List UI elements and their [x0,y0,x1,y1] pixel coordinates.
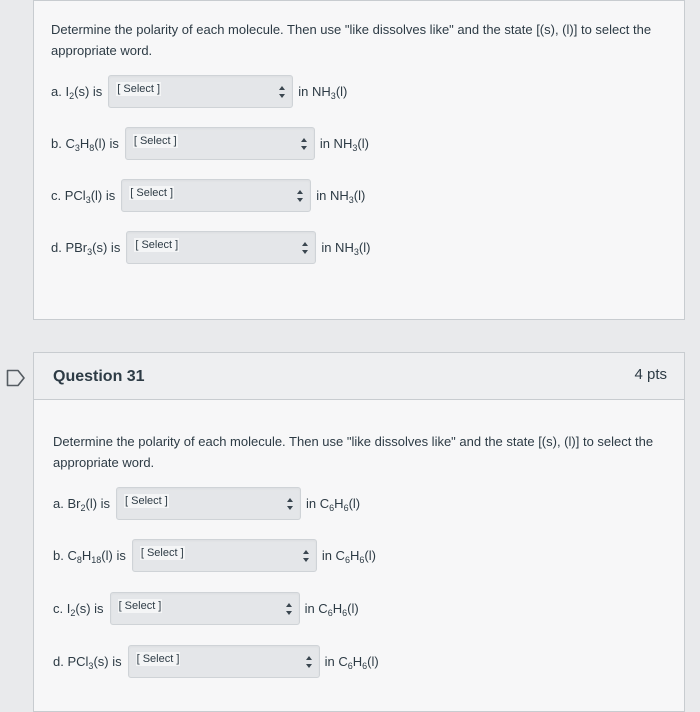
answer-select-b[interactable]: [ Select ] [132,539,317,572]
solvent-label: in $NH_3(l)$ [321,239,371,257]
answer-label: b. $C_8H_{18}(l)$ is [53,547,126,565]
answer-row-d [53,644,379,678]
answer-select-a[interactable]: [ Select ] [116,487,301,520]
question-header [34,353,684,400]
question-prompt: Determine the polarity of each molecule. Then use "like dissolves like" and the state [(s), (l)] to select the appropriate word. [53,434,654,470]
bookmark-flag-icon[interactable] [6,369,26,387]
answer-select-d[interactable]: [ Select ] [126,231,316,264]
answer-label: b. $C_3H_8(l)$ is [51,135,119,153]
answer-select-c[interactable]: [ Select ] [110,592,300,625]
solvent-label: in $C_6H_6(l)$ [304,600,359,618]
answer-row-a [53,486,360,520]
answer-label: a. $Br_2(l)$ is [53,495,111,513]
answer-select-d[interactable]: [ Select ] [128,645,320,678]
question-card-31 [33,352,685,712]
solvent-label: in $NH_3(l)$ [298,83,348,101]
answer-row-b [53,538,376,572]
updown-arrows-icon [302,548,310,564]
answer-row-d [51,230,370,264]
answer-row-b [51,126,369,160]
answer-select-c[interactable]: [ Select ] [121,179,311,212]
updown-arrows-icon [278,84,286,100]
question-title: Question 31 [53,368,145,385]
solvent-label: in $C_6H_6(l)$ [306,495,361,513]
answer-label: a. $I_2(s)$ is [51,83,103,101]
answer-label: c. PCl$_3$(l) is [51,187,116,205]
updown-arrows-icon [286,496,294,512]
updown-arrows-icon [305,654,313,670]
answer-row-c [53,591,359,625]
solvent-label: in $C_6H_6(l)$ [324,653,379,671]
question-card-previous [33,0,685,320]
answer-row-c [51,178,365,212]
question-prompt: Determine the polarity of each molecule. Then use "like dissolves like" and the state [(s), (l)] to select the appropriate word. [51,22,652,58]
updown-arrows-icon [301,240,309,256]
updown-arrows-icon [285,601,293,617]
answer-label: d. PCl$_3$(s) is [53,653,122,671]
updown-arrows-icon [300,136,308,152]
answer-label: d. PBr$_3$(s) is [51,239,121,257]
question-points: 4 pts [634,366,667,383]
solvent-label: in $NH_3(l)$ [319,135,369,153]
solvent-label: in $NH_3(l)$ [316,187,366,205]
updown-arrows-icon [296,188,304,204]
answer-row-a [51,74,347,108]
answer-label: c. $I_2(s)$ is [53,600,104,618]
solvent-label: in $C_6H_6(l)$ [321,547,376,565]
answer-select-a[interactable]: [ Select ] [108,75,293,108]
answer-select-b[interactable]: [ Select ] [125,127,315,160]
